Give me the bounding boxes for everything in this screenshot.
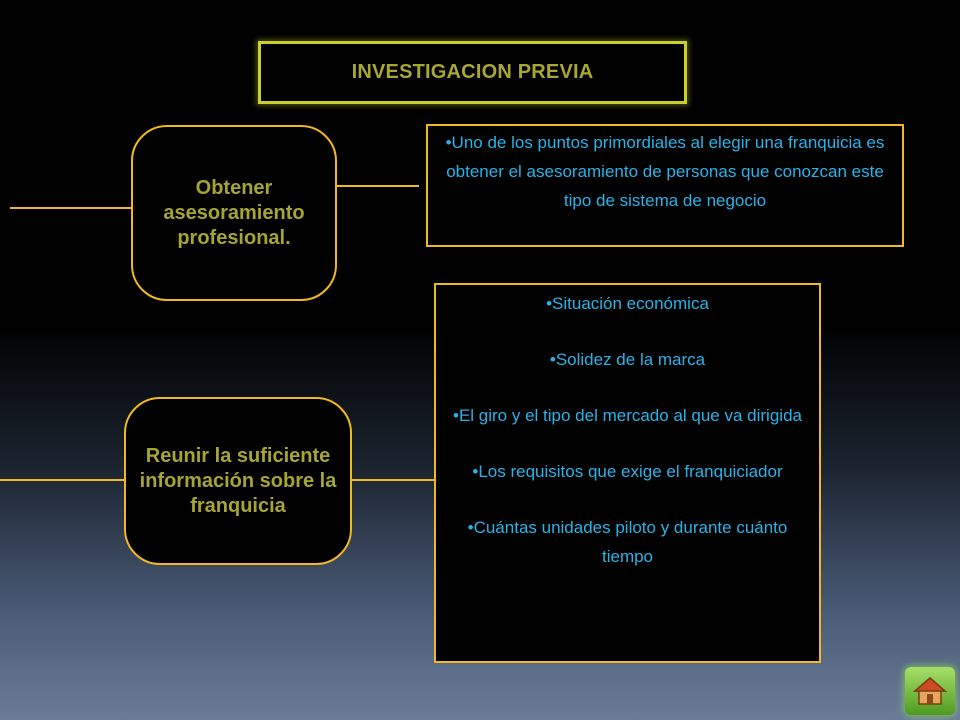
bullet-solidez-marca: •Solidez de la marca [549, 350, 706, 369]
home-icon [913, 676, 947, 706]
bullet-giro-mercado: •El giro y el tipo del mercado al que va dirigida [453, 406, 802, 425]
detail-box-asesoramiento [426, 124, 904, 247]
node-informacion-label: Reunir la suficiente información sobre la franquicia [139, 444, 337, 517]
connector-left-2 [0, 479, 125, 481]
page-title: INVESTIGACION PREVIA [351, 61, 594, 83]
bullet-requisitos: •Los requisitos que exige el franquiciador [472, 462, 783, 481]
connector-left-1 [10, 207, 131, 209]
node-asesoramiento-label: Obtener asesoramiento profesional. [163, 176, 305, 249]
detail-text-asesoramiento: •Uno de los puntos primordiales al elegir una franquicia es obtener el asesoramiento de personas que conozcan este tipo de sistema de negocio [445, 133, 885, 210]
bullet-situacion-economica: •Situación económica [546, 294, 709, 313]
detail-box-informacion [434, 283, 821, 663]
node-asesoramiento[interactable] [131, 125, 337, 301]
bullet-unidades-piloto: •Cuántas unidades piloto y durante cuánto tiempo [467, 518, 788, 566]
title-box [258, 41, 687, 104]
connector-right-2 [350, 479, 436, 481]
node-informacion[interactable] [124, 397, 352, 565]
connector-right-1 [335, 185, 419, 187]
home-button[interactable] [905, 667, 955, 715]
